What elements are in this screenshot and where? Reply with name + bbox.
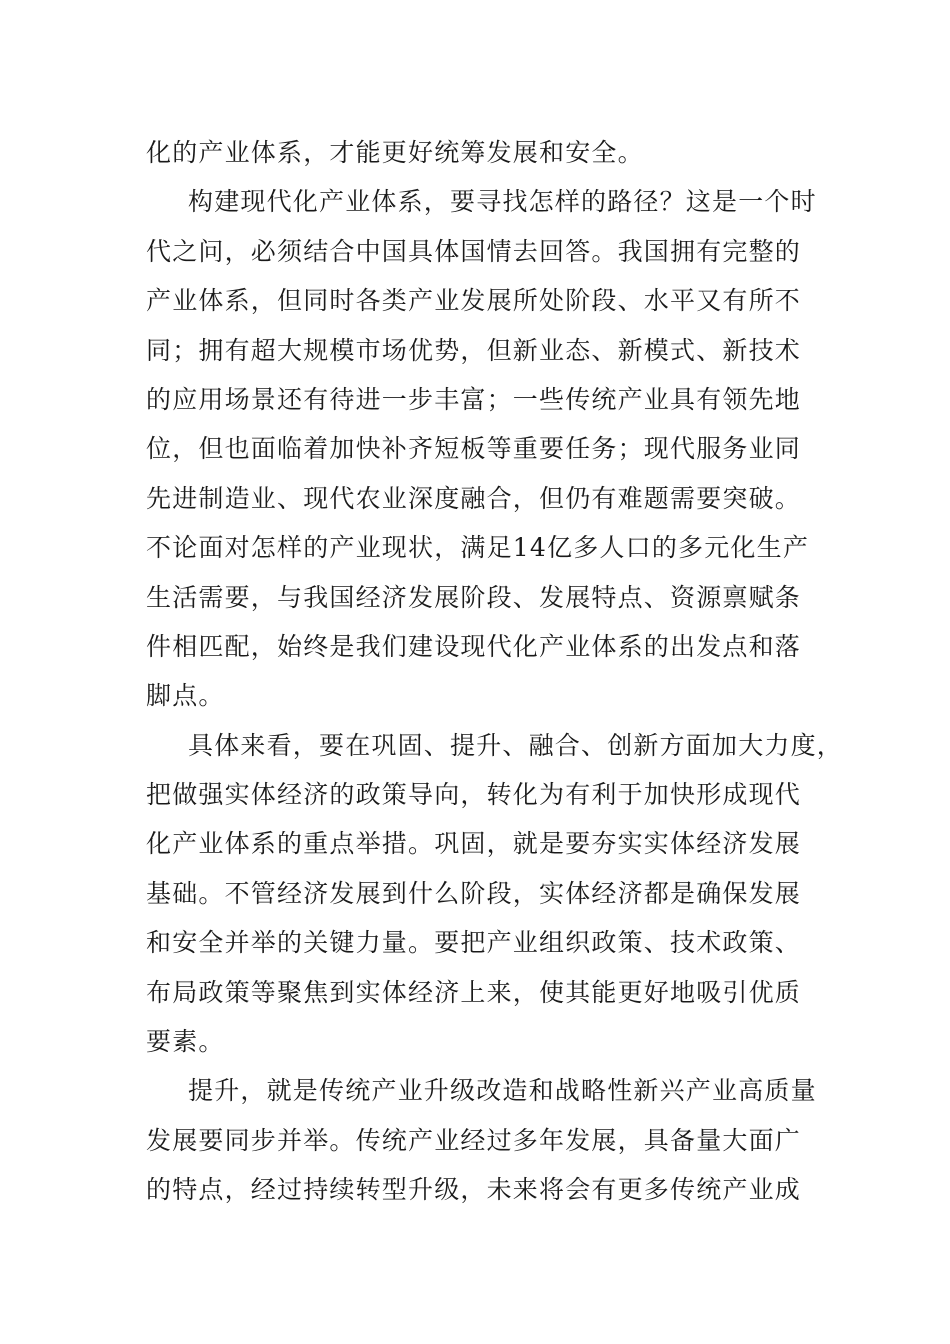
text-line: 先进制造业、现代农业深度融合，但仍有难题需要突破。: [146, 483, 802, 513]
document-body: [146, 128, 846, 1215]
text-line: 化的产业体系，才能更好统筹发展和安全。: [146, 138, 644, 167]
text-line: 化产业体系的重点举措。巩固，就是要夯实实体经济发展: [146, 829, 802, 859]
text-line: 提升，就是传统产业升级改造和战略性新兴产业高质量: [188, 1076, 817, 1106]
text-line: 同；拥有超大规模市场优势，但新业态、新模式、新技术: [146, 335, 802, 365]
text-line: 和安全并举的关键力量。要把产业组织政策、技术政策、: [146, 928, 802, 958]
text-line: 要素。: [146, 1027, 225, 1057]
text-line: 基础。不管经济发展到什么阶段，实体经济都是确保发展: [146, 878, 802, 908]
text-line: 的特点，经过持续转型升级，未来将会有更多传统产业成: [146, 1175, 802, 1205]
text-line: 发展要同步并举。传统产业经过多年发展，具备量大面广: [146, 1125, 802, 1155]
text-line: 脚点。: [146, 681, 225, 711]
text-line: 产业体系，但同时各类产业发展所处阶段、水平又有所不: [146, 286, 802, 316]
text-line: 代之问，必须结合中国具体国情去回答。我国拥有完整的: [146, 236, 802, 266]
text-line: 位，但也面临着加快补齐短板等重要任务；现代服务业同: [146, 434, 802, 464]
text-line: 件相匹配，始终是我们建设现代化产业体系的出发点和落: [146, 631, 802, 661]
text-line: 布局政策等聚焦到实体经济上来，使其能更好地吸引优质: [146, 977, 802, 1007]
text-line: 不论面对怎样的产业现状，满足14亿多人口的多元化生产: [146, 533, 810, 563]
text-line: 生活需要，与我国经济发展阶段、发展特点、资源禀赋条: [146, 582, 802, 612]
text-line: 具体来看，要在巩固、提升、融合、创新方面加大力度，: [188, 730, 844, 760]
text-line: 把做强实体经济的政策导向，转化为有利于加快形成现代: [146, 780, 802, 810]
text-line: 构建现代化产业体系，要寻找怎样的路径？这是一个时: [188, 187, 817, 217]
text-line: 的应用场景还有待进一步丰富；一些传统产业具有领先地: [146, 384, 802, 414]
